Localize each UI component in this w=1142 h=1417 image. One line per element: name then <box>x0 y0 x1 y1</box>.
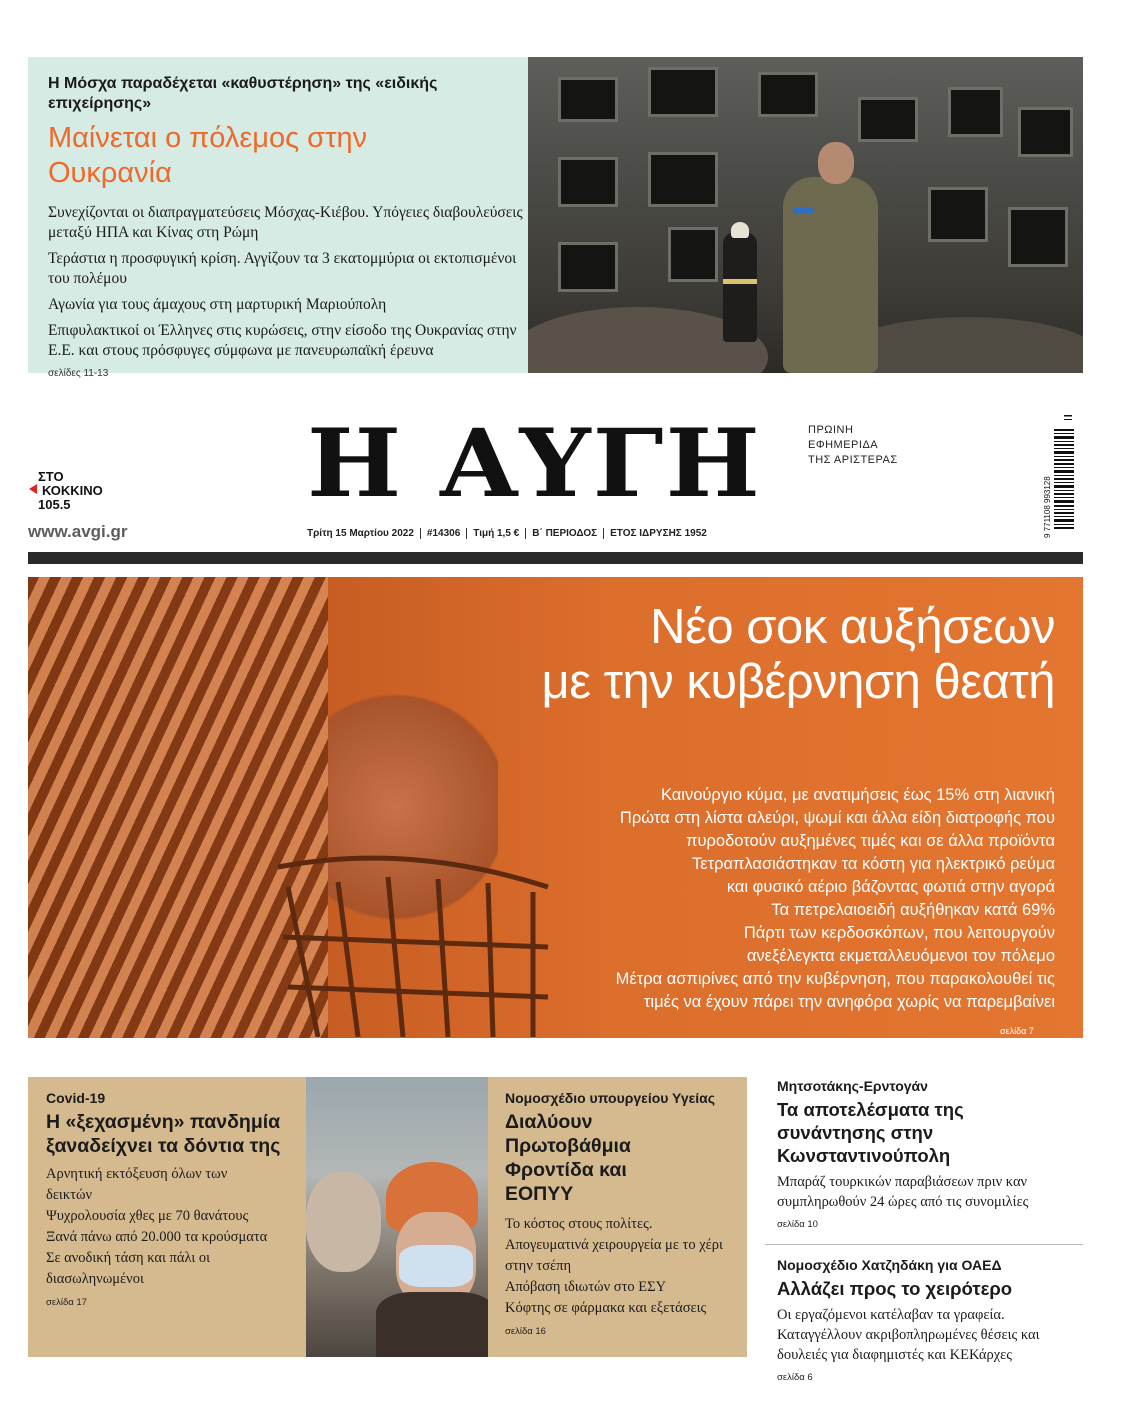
tagline-line: ΤΗΣ ΑΡΙΣΤΕΡΑΣ <box>808 454 898 466</box>
face-mask <box>399 1245 473 1287</box>
lead-bullet-line: και φυσικό αέριο βάζοντας φωτιά στην αγορά <box>726 878 1055 896</box>
barcode-icon <box>1040 413 1074 541</box>
edition-date: Τρίτη 15 Μαρτίου 2022 <box>307 528 421 539</box>
erdogan-story[interactable] <box>765 1077 1083 1230</box>
edition-founded: ΕΤΟΣ ΙΔΡΥΣΗΣ 1952 <box>610 528 707 539</box>
covid-line: Σε ανοδική τάση και πάλι οι διασωληνωμένοι <box>46 1250 211 1287</box>
health-line: Το κόστος στους πολίτες. Απογευματινά χειρουργεία με το χέρι στην τσέπη <box>505 1216 723 1274</box>
top-story-headline[interactable]: Μαίνεται ο πόλεμος στην Ουκρανία <box>48 122 368 189</box>
lead-headline-line: με την κυβέρνηση θεατή <box>541 655 1055 709</box>
lead-bullet-line: Τετραπλασιάστηκαν τα κόστη για ηλεκτρικό ρεύμα <box>691 855 1055 873</box>
covid-page-ref: σελίδα 17 <box>46 1297 87 1308</box>
masthead-rule <box>28 552 1083 564</box>
lead-bullet-line: ανεξέλεγκτα εκμεταλλευόμενοι τον πόλεμο <box>746 947 1055 965</box>
column-divider <box>765 1244 1083 1245</box>
health-line: Κόφτης σε φάρμακα και εξετάσεις <box>505 1300 707 1316</box>
covid-line: Ξανά πάνω από 20.000 τα κρούσματα <box>46 1229 268 1245</box>
erdogan-kicker: Μητσοτάκης-Ερντογάν <box>777 1078 928 1094</box>
oaed-kicker: Νομοσχέδιο Χατζηδάκη για ΟΑΕΔ <box>777 1257 1002 1273</box>
oaed-body: Οι εργαζόμενοι κατέλαβαν τα γραφεία. Καταγγέλλουν ακριβοπληρωμένες θέσεις και δουλειές για διαφημιστές και ΚΕΚάρχες <box>777 1307 1040 1363</box>
barcode-number: 9 771108 993128 <box>1043 476 1052 538</box>
tagline-line: ΕΦΗΜΕΡΙΔΑ <box>808 439 879 451</box>
woman-coat <box>376 1292 488 1357</box>
lead-headline[interactable] <box>300 600 1055 710</box>
top-story-bullet: Επιφυλακτικοί οι Έλληνες στις κυρώσεις, στην είσοδο της Ουκρανίας στην Ε.Ε. και στους πρόσφυγες σύμφωνα με πανευρωπαϊκή έρευνα <box>48 322 517 359</box>
lead-page-ref: σελίδα 7 <box>1000 1026 1034 1036</box>
edition-info <box>307 528 713 539</box>
health-body <box>505 1214 730 1319</box>
lead-headline-line: Νέο σοκ αυξήσεων <box>650 600 1055 654</box>
edition-price: Τιμή 1,5 € <box>467 528 526 539</box>
top-story-bullet: Τεράστια η προσφυγική κρίση. Αγγίζουν τα 3 εκατομμύρια οι εκτοπισμένοι του πολέμου <box>48 250 517 287</box>
oaed-headline[interactable]: Αλλάζει προς το χειρότερο <box>777 1278 1013 1299</box>
health-page-ref: σελίδα 16 <box>505 1326 546 1337</box>
top-story-kicker: Η Μόσχα παραδέχεται «καθυστέρηση» της «ειδικής επιχείρησης» <box>48 75 438 112</box>
tagline-line: ΠΡΩΙΝΗ <box>808 424 854 436</box>
lead-bullet-line: πυροδοτούν αυξημένες τιμές και σε άλλα προϊόντα <box>686 832 1055 850</box>
lead-bullet-line: Καινούργιο κύμα, με ανατιμήσεις έως 15% στη λιανική <box>660 786 1055 804</box>
newspaper-logo[interactable]: Η ΑΥΓΗ <box>307 409 762 519</box>
masthead-tagline <box>808 423 898 468</box>
lead-bullet-line: Πάρτι των κερδοσκόπων, που λειτουργούν <box>743 924 1055 942</box>
radio-logo-line: 105.5 <box>38 497 71 512</box>
lead-bullet-line: Πρώτα στη λίστα αλεύρι, ψωμί και άλλα είδη διατροφής που <box>619 809 1055 827</box>
right-column <box>765 1077 1083 1383</box>
health-kicker: Νομοσχέδιο υπουργείου Υγείας <box>505 1090 716 1106</box>
radio-logo-line: ΚΟΚΚΙΝΟ <box>42 483 103 498</box>
lead-bullet-line: Τα πετρελαιοειδή αυξήθηκαν κατά 69% <box>771 901 1055 919</box>
health-headline[interactable]: Διαλύουν Πρωτοβάθμια Φροντίδα και ΕΟΠΥΥ <box>505 1111 631 1205</box>
health-story-box[interactable] <box>488 1077 747 1357</box>
covid-headline[interactable]: Η «ξεχασμένη» πανδημία ξαναδείχνει τα δόντια της <box>46 1111 281 1157</box>
covid-kicker: Covid-19 <box>46 1090 106 1106</box>
masked-woman-photo <box>306 1077 488 1357</box>
radio-arrow-icon <box>29 484 37 494</box>
top-story-pages: σελίδες 11-13 <box>48 368 109 379</box>
covid-body <box>46 1164 301 1290</box>
lead-bullet-line: Μέτρα ασπιρίνες από την κυβέρνηση, που παρακολουθεί τις <box>615 970 1055 988</box>
edition-period: Β΄ ΠΕΡΙΟΔΟΣ <box>526 528 604 539</box>
erdogan-page-ref: σελίδα 10 <box>777 1219 818 1230</box>
background-person <box>306 1172 381 1272</box>
lead-bullet-line: τιμές να έχουν πάρει την ανηφόρα χωρίς να παρεμβαίνει <box>643 993 1055 1011</box>
radio-logo[interactable] <box>38 470 103 512</box>
edition-number: #14306 <box>421 528 467 539</box>
top-story-bullets <box>48 203 528 361</box>
top-story-bullet: Συνεχίζονται οι διαπραγματεύσεις Μόσχας-Κιέβου. Υπόγειες διαβουλεύσεις μεταξύ ΗΠΑ και Κίνας στη Ρώμη <box>48 204 523 241</box>
health-line: Απόβαση ιδιωτών στο ΕΣΥ <box>505 1279 667 1295</box>
lead-bullets <box>470 784 1055 1014</box>
erdogan-body: Μπαράζ τουρκικών παραβιάσεων πριν καν συμπληρωθούν 24 ώρες από τις συνομιλίες <box>777 1174 1029 1210</box>
oaed-story[interactable] <box>765 1256 1083 1383</box>
oaed-page-ref: σελίδα 6 <box>777 1372 813 1383</box>
top-story-box[interactable] <box>28 57 528 379</box>
website-link[interactable]: www.avgi.gr <box>28 522 128 541</box>
covid-line: Ψυχρολουσία χθες με 70 θανάτους <box>46 1208 249 1224</box>
radio-logo-line: ΣΤΟ <box>38 469 64 484</box>
erdogan-headline[interactable]: Τα αποτελέσματα της συνάντησης στην Κωνσταντινούπολη <box>777 1099 964 1166</box>
covid-story-box[interactable] <box>28 1077 306 1357</box>
covid-line: Αρνητική εκτόξευση όλων των δεικτών <box>46 1166 228 1203</box>
top-story-bullet: Αγωνία για τους άμαχους στη μαρτυρική Μαριούπολη <box>48 296 387 313</box>
war-photo <box>528 57 1083 373</box>
